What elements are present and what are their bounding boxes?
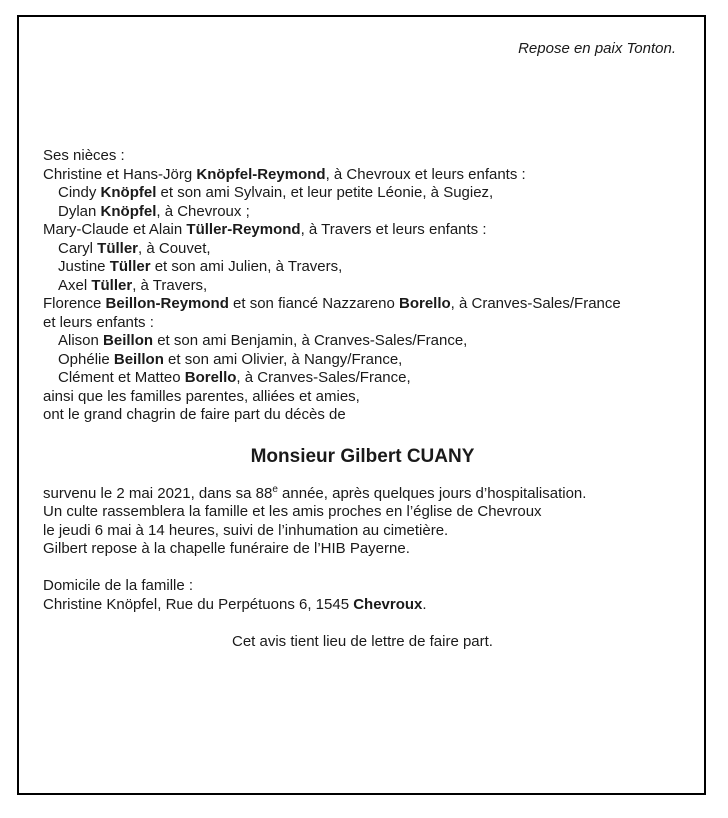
text-line [43,406,682,425]
text-line [43,577,682,596]
blank-line [43,559,682,578]
text-line [43,203,682,222]
epigraph-text: Repose en paix Tonton. [518,40,676,57]
text-line [43,369,682,388]
text-segment: Beillon-Reymond [105,295,229,312]
text-segment: Tüller [109,258,151,275]
text-segment: Borello [398,295,451,312]
text-line [43,221,682,240]
text-segment: , à Travers et leurs enfants : [300,221,487,238]
text-segment: Beillon [113,350,164,368]
text-segment: Un culte rassemblera la famille et les amis proches en l’église de Chevroux [43,503,542,520]
text-line [43,258,682,277]
text-segment: Knöpfel-Reymond [196,165,326,183]
text-segment: et son ami Julien, à Travers, [150,258,343,275]
text-segment: Caryl [58,239,98,257]
text-segment: Ses nièces : [43,147,125,164]
text-segment: Justine [58,258,110,275]
text-line [43,596,682,615]
text-line [43,314,682,333]
text-segment: Dylan [58,202,101,220]
text-segment: Ophélie [58,350,114,368]
closing-line: Cet avis tient lieu de lettre de faire part. [232,632,493,650]
text-segment: et son fiancé Nazzareno [228,295,399,312]
text-line [43,184,682,203]
notice-body [43,147,682,651]
text-segment: , à Cranves-Sales/France [450,295,621,312]
text-line [43,388,682,407]
death-notice-card [17,15,706,795]
text-line [43,295,682,314]
text-segment: Clément et Matteo [58,369,185,386]
text-segment: ainsi que les familles parentes, alliées et amies, [43,387,360,405]
text-segment: année, après quelques jours d’hospitalisation. [277,484,587,502]
text-line [43,485,682,504]
text-segment: Chevroux [353,595,423,613]
text-segment: Christine et Hans-Jörg [43,165,197,183]
blank-line [43,614,682,633]
text-segment: Borello [184,369,237,386]
text-segment: Knöpfel [100,184,157,201]
text-segment: Tüller [91,276,133,294]
deceased-name-heading: Monsieur Gilbert CUANY [250,445,475,467]
text-line [43,166,682,185]
text-segment: Beillon [103,332,154,349]
text-line [43,332,682,351]
text-segment: ont le grand chagrin de faire part du décès de [43,406,346,423]
text-segment: Mary-Claude et Alain [43,221,187,238]
text-segment: le jeudi 6 mai à 14 heures, suivi de l’inhumation au cimetière. [43,521,449,539]
text-segment: et son ami Olivier, à Nangy/France, [163,350,403,368]
text-line [43,503,682,522]
text-segment: Domicile de la famille : [43,577,194,594]
text-segment: et son ami Benjamin, à Cranves-Sales/France, [153,332,468,349]
text-line [43,540,682,559]
text-segment: et son ami Sylvain, et leur petite Léonie, à Sugiez, [156,184,494,201]
text-segment: Alison [58,332,104,349]
text-segment: Gilbert repose à la chapelle funéraire de l’HIB Payerne. [43,540,410,557]
text-segment: , à Cranves-Sales/France, [236,369,411,386]
text-segment: . [422,595,427,613]
text-segment: e [272,483,278,495]
family-list [43,147,682,425]
text-segment: Tüller [97,239,139,257]
text-segment: Florence [43,295,106,312]
text-segment: survenu le 2 mai 2021, dans sa 88 [43,484,273,502]
funeral-details [43,485,682,559]
text-segment: Tüller-Reymond [186,221,301,238]
text-segment: , à Travers, [132,276,208,294]
text-segment: Christine Knöpfel, Rue du Perpétuons 6, 1545 [43,595,354,613]
family-address [43,577,682,614]
text-segment: et leurs enfants : [43,313,154,331]
text-line [43,147,682,166]
text-line [43,351,682,370]
text-segment: , à Couvet, [138,239,211,257]
text-line [43,240,682,259]
text-segment: , à Chevroux ; [156,202,250,220]
text-segment: Knöpfel [100,202,157,220]
text-segment: Axel [58,276,92,294]
text-segment: , à Chevroux et leurs enfants : [325,165,526,183]
text-line [43,522,682,541]
text-segment: Cindy [58,184,101,201]
text-line [43,277,682,296]
